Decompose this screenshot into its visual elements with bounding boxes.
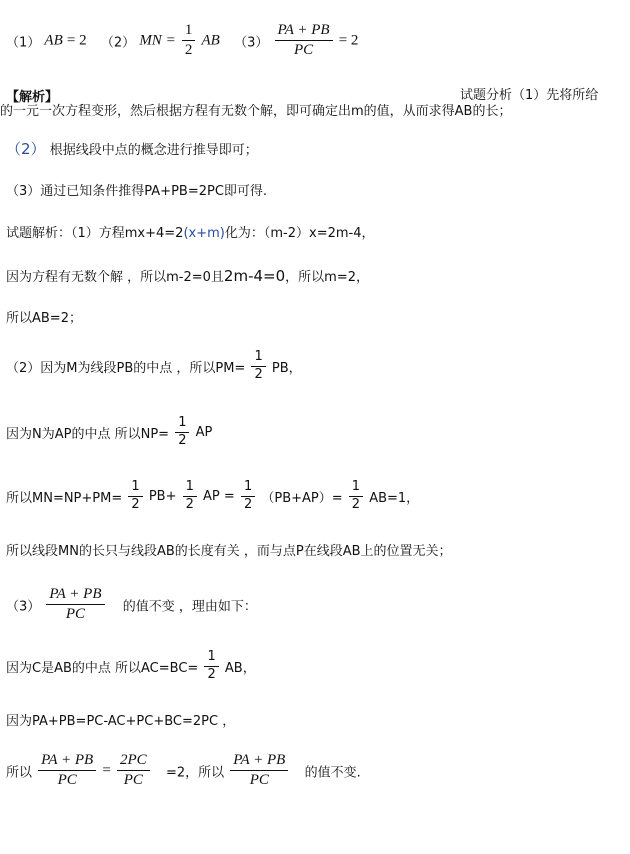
fraction-numerator: PA + PB [230,752,288,771]
analysis-heading: 【解析】 [6,90,59,105]
fraction-denominator: PC [293,42,314,59]
solution-text: 试题解析：（1）方程mx+4=2 [6,226,184,241]
solution-text: (x+m) [183,226,225,241]
fraction [349,480,363,513]
part3-label: （3） [234,35,269,51]
fraction-numerator: 1 [128,480,142,497]
solution-text: 因为N为AP的中点 所以NP= [6,426,170,442]
fraction-denominator: PC [123,772,143,789]
fraction [175,416,189,449]
solution-text: 所以MN=NP+PM= [6,490,123,506]
solution-line-11 [6,752,361,790]
fraction [183,480,197,513]
solution-line-7 [6,540,452,559]
fraction [241,480,255,513]
solution-line-9 [6,650,256,683]
fraction-denominator: 2 [254,366,263,382]
fraction-numerator: 1 [183,480,197,497]
solution-text: （3） [6,599,41,615]
solution-line-4 [6,350,302,383]
item2-label: （2） [6,140,46,158]
item2-text: 根据线段中点的概念进行推导即可； [49,143,258,158]
fraction-numerator: 1 [175,416,189,433]
solution-text: 所以AB=2； [6,311,82,326]
fraction [204,650,218,683]
analysis-intro-cont [0,100,511,119]
fraction-denominator: PC [249,772,269,789]
solution-text: =2，所以 [165,765,225,781]
fraction-denominator: PC [65,606,86,623]
fraction-numerator: 1 [182,22,196,41]
part1-label: （1） [6,35,41,51]
answer-line [6,22,358,60]
solution-text: 因为PA+PB=PC-AC+PC+BC=2PC ， [6,714,236,729]
fraction-numerator: 1 [349,480,363,497]
fraction-numerator: PA + PB [38,752,96,771]
fraction-numerator: 1 [251,350,265,367]
solution-text: 2m-4=0 [223,267,286,285]
solution-text: AB=1， [369,490,420,506]
fraction [38,752,96,790]
fraction-denominator: 2 [184,42,193,59]
solution-text: 的值不变 ，理由如下： [122,599,257,615]
solution-line-5 [6,416,212,449]
solution-line-1 [6,222,374,241]
equals-sign: = [102,762,111,779]
solution-text: 的值不变. [304,765,361,781]
part1-rhs: = 2 [66,32,87,49]
solution-text: 所以线段MN的长只与线段AB的长度有关 ，而与点P在线段AB上的位置无关； [6,544,452,559]
solution-text: 所以 [6,765,33,781]
solution-text: PB， [271,360,302,376]
analysis-item-2 [6,138,258,159]
solution-text: ，所以m=2， [285,270,369,285]
solution-text: AP = [203,488,235,504]
fraction-numerator: 1 [241,480,255,497]
part3-rhs: = 2 [338,32,359,49]
solution-line-10 [6,710,235,729]
fraction-denominator: 2 [178,432,187,448]
part2-lhs: MN = [139,32,176,49]
analysis-intro-cont-text: 的一元一次方程变形，然后根据方程有无数个解，即可确定出m的值，从而求得AB的长； [0,104,512,119]
part2-fraction [182,22,196,60]
solution-text: 因为C是AB的中点 所以AC=BC= [6,660,199,676]
solution-line-2 [6,266,369,285]
analysis-intro-text: 试题分析（1）先将所给 [460,88,599,103]
fraction [117,752,150,790]
solution-text: 化为：（m-2）x=2m-4， [224,226,375,241]
fraction-denominator: 2 [207,666,216,682]
solution-line-6 [6,480,419,513]
part1-lhs: AB [44,32,63,49]
solution-text: PB+ [148,488,177,504]
solution-text: 因为方程有无数个解 ，所以m-2=0且 [6,270,224,285]
solution-line-8 [6,586,257,624]
solution-line-3 [6,307,82,326]
solution-text: AB， [224,660,256,676]
fraction-numerator: 2PC [117,752,150,771]
analysis-item-3 [6,180,267,199]
part2-rhs: AB [201,32,220,49]
fraction-numerator: 1 [204,650,218,667]
fraction-numerator: PA + PB [46,586,104,605]
fraction-denominator: 2 [185,496,194,512]
fraction-denominator: 2 [243,496,253,512]
solution-text: （PB+AP）= [261,490,343,506]
fraction-numerator: PA + PB [275,22,333,41]
fraction [46,586,104,624]
part3-fraction [275,22,333,60]
part2-label: （2） [100,35,136,51]
solution-text: （2）因为M为线段PB的中点 ，所以PM= [6,360,246,376]
solution-text: AP [195,424,213,440]
fraction-denominator: 2 [351,496,361,512]
fraction [128,480,142,513]
fraction-denominator: 2 [131,496,140,512]
item3-text: （3）通过已知条件推得PA+PB=2PC即可得. [6,184,268,199]
fraction [230,752,288,790]
fraction-denominator: PC [57,772,77,789]
fraction [251,350,265,383]
